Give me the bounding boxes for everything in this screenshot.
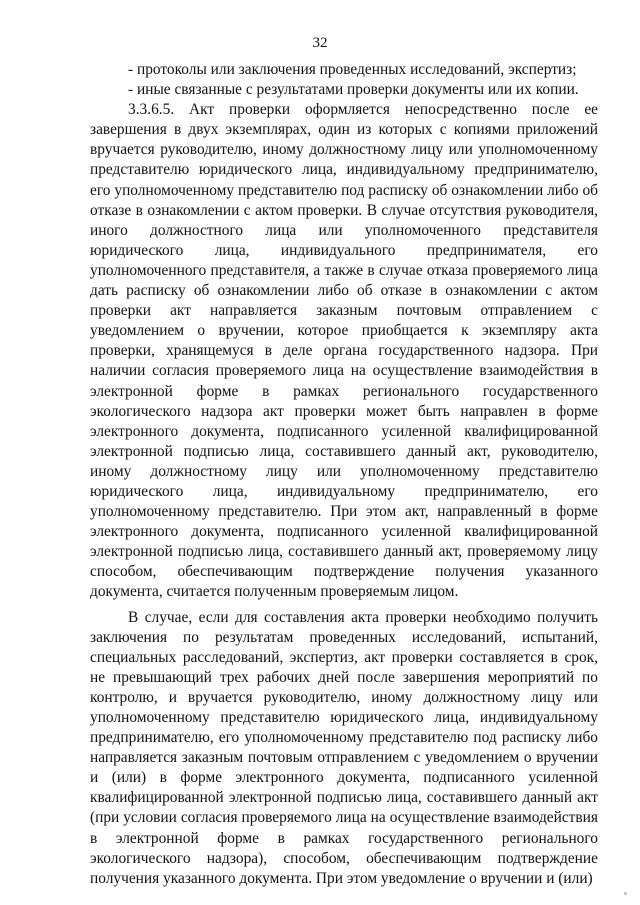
- list-item-other-documents: - иные связанные с результатами проверки документы или их копии.: [128, 81, 579, 99]
- document-body: [90, 60, 598, 889]
- paragraph-3-3-6-5: 3.3.6.5. Акт проверки оформляется непосредственно после ее завершения в двух экземплярах, один из которых с копиями приложений вручается руководителю, иному должностному лицу или уполномоченному представителю юридического лица, индивидуальному предпринимателю, его уполномоченному представителю под расписку об ознакомлении либо об отказе в ознакомлении с актом проверки. В случае отсутствия руководителя, иного должностного лица или уполномоченного представителя юридического лица, индивидуального предпринимателя, его уполномоченного представителя, а также в случае отказа проверяемого лица дать расписку об ознакомлении либо об отказе в ознакомлении с актом проверки акт направляется заказным почтовым отправлением с уведомлением о вручении, которое приобщается к экземпляру акта проверки, хранящемуся в деле органа государственного надзора. При наличии согласия проверяемого лица на осуществление взаимодействия в электронной форме в рамках регионального государственного экологического надзора акт проверки может быть направлен в форме электронного документа, подписанного усиленной квалифицированной электронной подписью лица, составившего данный акт, руководителю, иному должностному лицу или уполномоченному представителю юридического лица, индивидуальному предпринимателю, его уполномоченному представителю. При этом акт, направленный в форме электронного документа, подписанного усиленной квалифицированной электронной подписью лица, составившего данный акт, проверяемому лицу способом, обеспечивающим подтверждение получения указанного документа, считается полученным проверяемым лицом.: [90, 101, 598, 601]
- page-number: 32: [312, 35, 328, 51]
- paragraph-conclusions: В случае, если для составления акта проверки необходимо получить заключения по результатам проведенных исследований, испытаний, специальных расследований, экспертиз, акт проверки составляется в срок, не превышающий трех рабочих дней после завершения мероприятий по контролю, и вручается руководителю, иному должностному лицу или уполномоченному представителю юридического лица, индивидуальному предпринимателю, его уполномоченному представителю под расписку либо направляется заказным почтовым отправлением с уведомлением о вручении и (или) в форме электронного документа, подписанного усиленной квалифицированной электронной подписью лица, составившего данный акт (при условии согласия проверяемого лица на осуществление взаимодействия в электронной форме в рамках государственного регионального экологического надзора), способом, обеспечивающим подтверждение получения указанного документа. При этом уведомление о вручении и (или): [90, 608, 598, 887]
- list-item-protocols: - протоколы или заключения проведенных исследований, экспертиз;: [128, 61, 577, 78]
- scan-dot-mark: [624, 892, 627, 895]
